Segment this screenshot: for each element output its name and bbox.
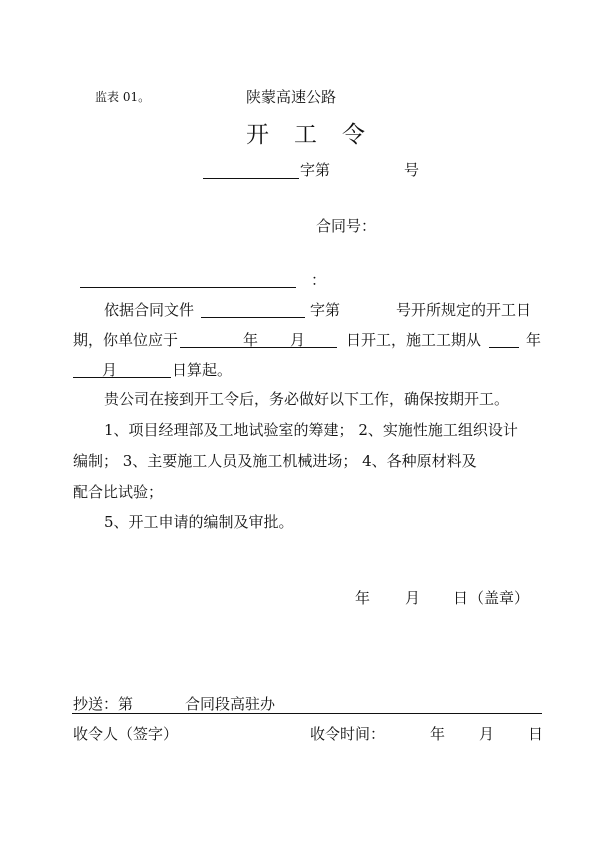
receive-year: 年 [430,725,446,743]
cc-label: 抄送：第 [73,695,134,713]
cc-underline [72,713,542,714]
body-item-line4: 5、开工申请的编制及审批。 [104,513,294,531]
body-line3-month: 月 [102,361,118,379]
body-item-line3: 配合比试验； [73,483,164,501]
sign-seal: （盖章） [469,589,530,607]
contract-file-blank[interactable] [201,317,305,318]
period-month-day-blank[interactable] [73,377,171,378]
body-line2-month: 月 [290,331,306,349]
body-item-line1: 1、项目经理部及工地试验室的筹建； 2、实施性施工组织设计 [104,421,518,439]
body-line2-a: 期，你单位应于 [73,331,179,349]
title-char-3: 令 [342,122,365,148]
receive-month: 月 [479,725,495,743]
receiver-label: 收令人（签字） [73,725,179,743]
title-char-2: 工 [294,122,317,148]
highway-name: 陕蒙高速公路 [246,88,337,106]
sign-day: 日 [453,589,469,607]
doc-prefix-blank[interactable] [203,178,299,179]
body-item-line2: 编制； 3、主要施工人员及施工机械进场； 4、各种原材料及 [73,452,477,470]
form-code: 监表 01。 [95,90,151,104]
body-line2-year: 年 [243,331,259,349]
start-date-blank[interactable] [180,347,337,348]
body-line1-b: 字第 [310,301,341,319]
receive-time-label: 收令时间： [310,725,386,743]
body-line1-c: 号开所规定的开工日 [396,301,532,319]
body-line2-year2: 年 [526,331,542,349]
receive-day: 日 [528,725,544,743]
doc-zi-di: 字第 [300,161,331,179]
title-char-1: 开 [246,122,269,148]
sign-month: 月 [405,589,421,607]
addressee-colon: ： [311,271,327,289]
body-line1-a: 依据合同文件 [104,301,195,319]
doc-hao: 号 [404,161,420,179]
cc-office: 合同段高驻办 [185,695,276,713]
body-line3-b: 日算起。 [172,361,233,379]
addressee-blank[interactable] [80,287,296,288]
contract-no-label: 合同号： [316,217,377,235]
body-line2-b: 日开工，施工工期从 [346,331,482,349]
body-para2: 贵公司在接到开工令后，务必做好以下工作，确保按期开工。 [104,390,510,408]
sign-year: 年 [355,589,371,607]
period-year-blank[interactable] [489,347,519,348]
